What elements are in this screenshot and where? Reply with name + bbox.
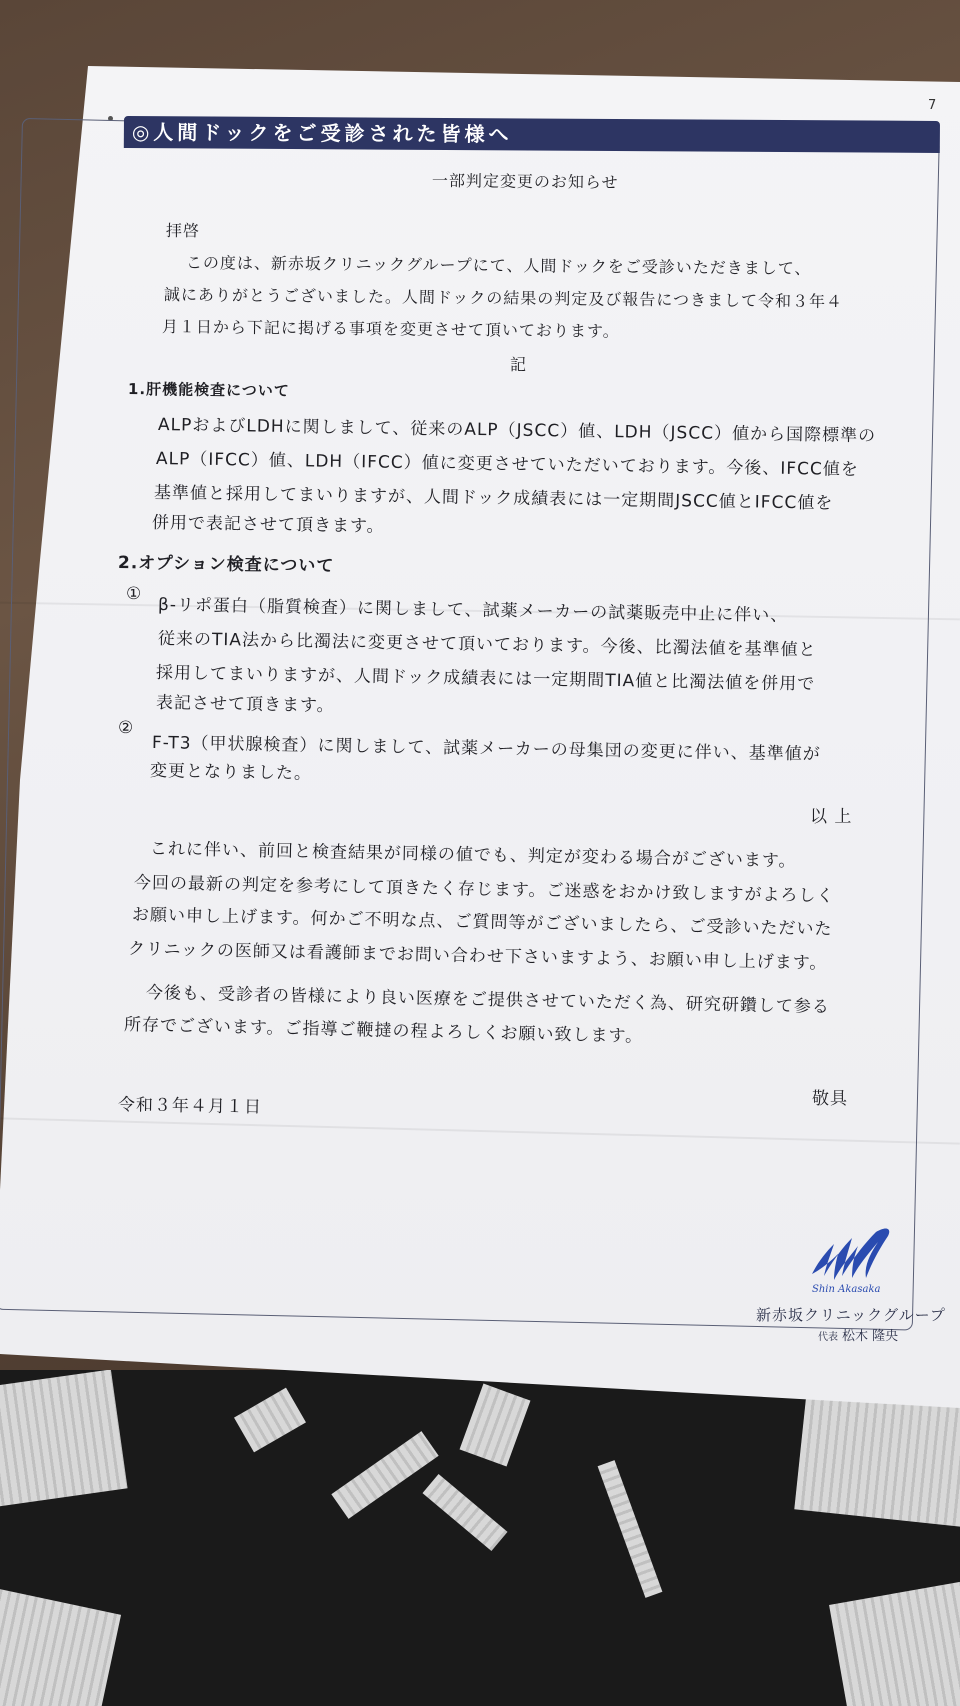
towel-background bbox=[0, 1370, 960, 1706]
notice-title: 一部判定変更のお知らせ bbox=[431, 171, 619, 192]
item1-line: β-リポ蛋白（脂質検査）に関しまして、試薬メーカーの試薬販売中止に伴い、 bbox=[157, 595, 789, 626]
item1-line: 表記させて頂きます。 bbox=[155, 693, 335, 717]
intro-line: この度は、新赤坂クリニックグループにて、人間ドックをご受診いただきまして、 bbox=[185, 253, 812, 279]
item2-line: F-T3（甲状腺検査）に関しまして、試薬メーカーの母集団の変更に伴い、基準値が bbox=[151, 733, 821, 765]
section1-line: 基準値と採用してまいりますが、人間ドック成績表には一定期間JSCC値とIFCC値を bbox=[153, 483, 834, 514]
intro-line: 月１日から下記に掲げる事項を変更させて頂いております。 bbox=[161, 317, 620, 341]
section1-heading: 1.肝機能検査について bbox=[127, 380, 290, 400]
salutation: 拝啓 bbox=[165, 221, 201, 241]
ki-mark: 記 bbox=[510, 355, 528, 374]
header-title: ◎人間ドックをご受診された皆様へ bbox=[124, 116, 940, 153]
logo-text: Shin Akasaka bbox=[812, 1284, 881, 1295]
section1-line: ALPおよびLDHに関しまして、従来のALP（JSCC）値、LDH（JSCC）値から国際標準の bbox=[157, 415, 877, 447]
keigu-mark: 敬具 bbox=[812, 1089, 848, 1109]
closing-line: お願い申し上げます。何かご不明な点、ご質問等がございましたら、ご受診いただいた bbox=[131, 905, 833, 940]
closing-line: 今回の最新の判定を参考にして頂きたく存じます。ご迷惑をおかけ致しますがよろしく bbox=[133, 873, 835, 907]
item1-marker: ① bbox=[126, 584, 143, 604]
closing-line: 今後も、受診者の皆様により良い医療をご提供させていただく為、研究研鑽して参る bbox=[145, 983, 831, 1018]
closing-line: クリニックの医師又は看護師までお問い合わせ下さいますよう、お願い申し上げます。 bbox=[127, 939, 828, 974]
representative-label: 代表 bbox=[818, 1332, 838, 1343]
clinic-name: 新赤坂クリニックグループ bbox=[756, 1306, 946, 1324]
section1-line: 併用で表記させて頂きます。 bbox=[151, 513, 385, 537]
item2-marker: ② bbox=[118, 718, 135, 738]
representative-name: 松木 隆央 bbox=[842, 1329, 899, 1344]
ijou-mark: 以 上 bbox=[810, 807, 853, 827]
item1-line: 採用してまいりますが、人間ドック成績表には一定期間TIA値と比濁法値を併用で bbox=[155, 663, 816, 695]
section2-heading: 2.オプション検査について bbox=[117, 553, 335, 577]
notice-date: 令和３年４月１日 bbox=[117, 1095, 263, 1118]
section1-line: ALP（IFCC）値、LDH（IFCC）値に変更させていただいております。今後、IFCC値を bbox=[155, 449, 859, 481]
closing-line: 所存でございます。ご指導ご鞭撻の程よろしくお願い致します。 bbox=[123, 1015, 644, 1047]
page-number: 7 bbox=[928, 98, 937, 113]
closing-line: これに伴い、前回と検査結果が同様の値でも、判定が変わる場合がございます。 bbox=[149, 839, 797, 872]
item1-line: 従来のTIA法から比濁法に変更させて頂いております。今後、比濁法値を基準値と bbox=[157, 629, 817, 661]
item2-line: 変更となりました。 bbox=[149, 761, 313, 784]
intro-line: 誠にありがとうございました。人間ドックの結果の判定及び報告につきまして令和３年４ bbox=[163, 285, 844, 312]
